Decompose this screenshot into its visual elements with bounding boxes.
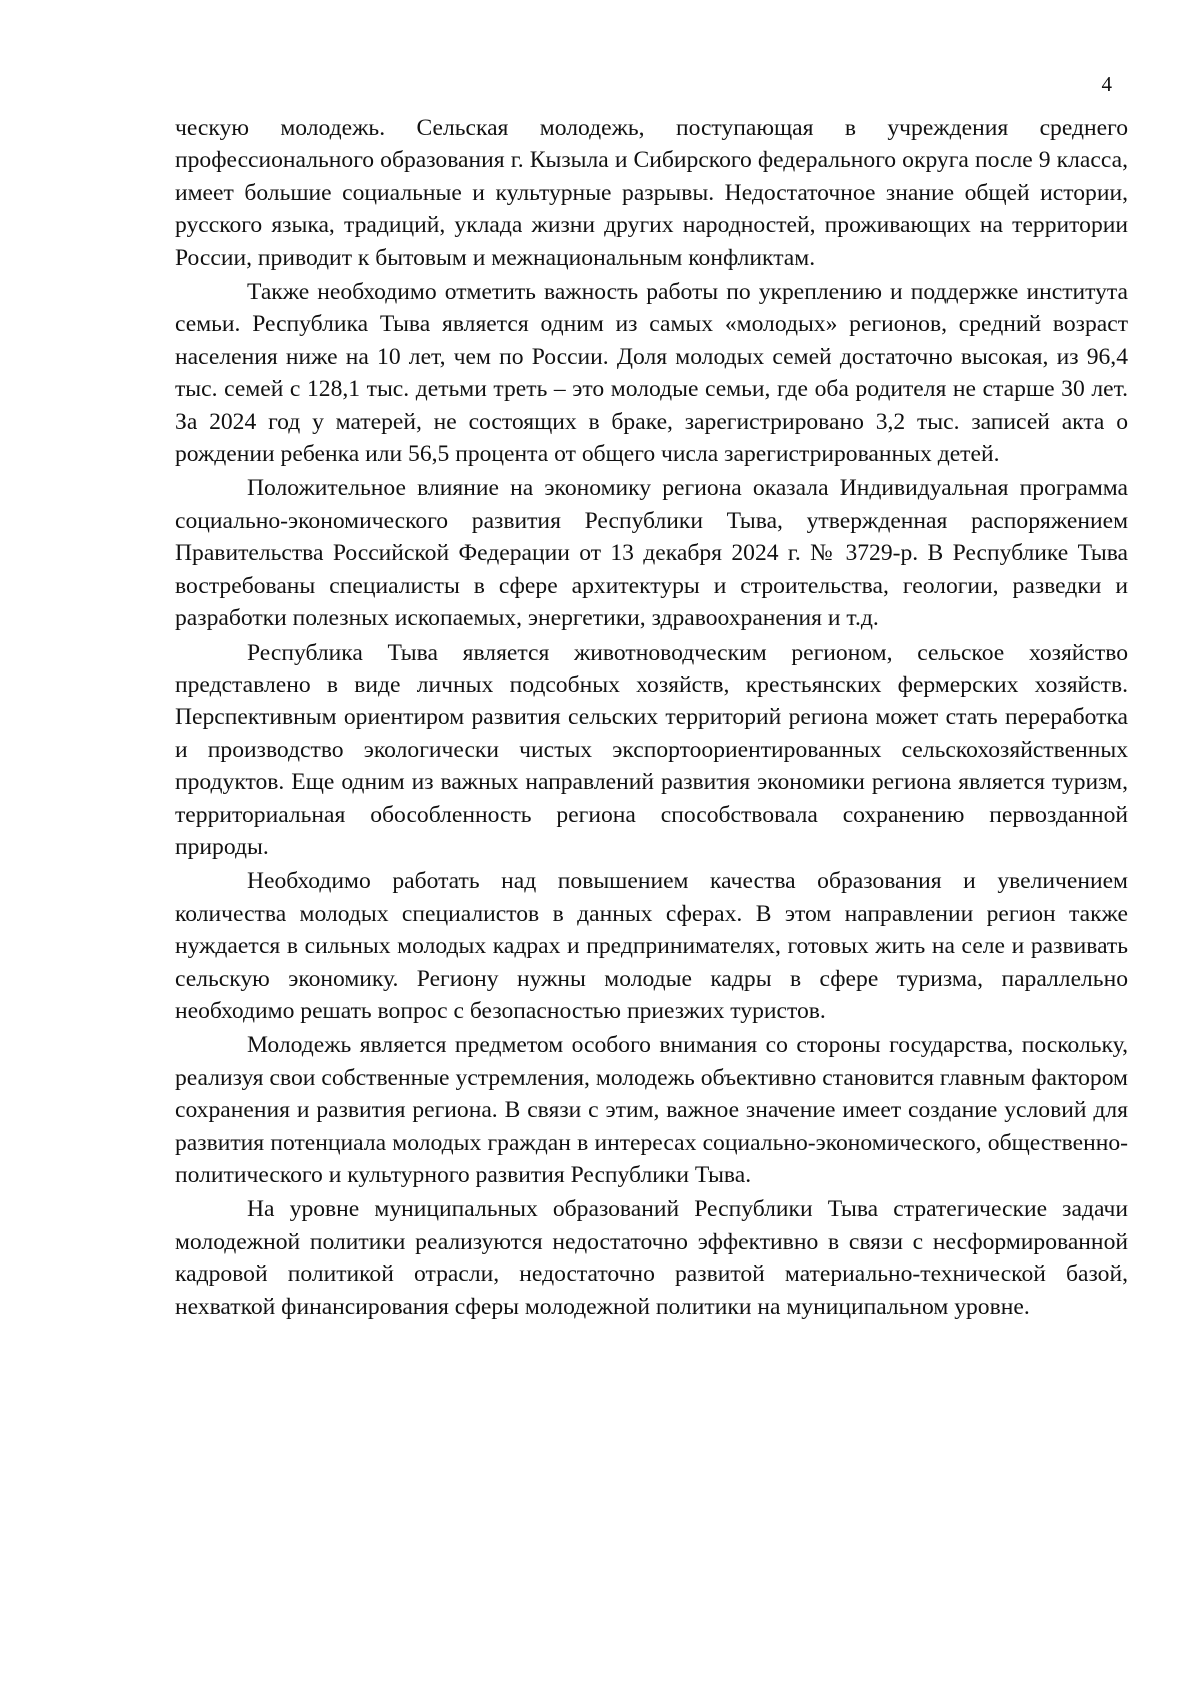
paragraph-6: Молодежь является предметом особого внимания со стороны государства, поскольку, реализуя свои собственные устремления, молодежь объективно становится главным фактором сохранения и развития региона. В связи с этим, важное значение имеет создание условий для развития потенциала молодых граждан в интересах социально-экономического, общественно-политического и культурного развития Республики Тыва. (175, 1032, 1128, 1188)
paragraph-4: Республика Тыва является животноводческим регионом, сельское хозяйство представлено в виде личных подсобных хозяйств, крестьянских фермерских хозяйств. Перспективным ориентиром развития сельских территорий региона может стать переработка и производство экологически чистых экспортоориентированных сельскохозяйственных продуктов. Еще одним из важных направлений развития экономики региона является туризм, территориальная обособленность региона способствовала сохранению первозданной природы. (175, 639, 1128, 860)
paragraph-5: Необходимо работать над повышением качества образования и увеличением количества молодых специалистов в данных сферах. В этом направлении регион также нуждается в сильных молодых кадрах и предпринимателях, готовых жить на селе и развивать сельскую экономику. Региону нужны молодые кадры в сфере туризма, параллельно необходимо решать вопрос с безопасностью приезжих туристов. (175, 868, 1128, 1024)
paragraph-2: Также необходимо отметить важность работы по укреплению и поддержке института семьи. Республика Тыва является одним из самых «молодых» регионов, средний возраст населения ниже на 10 лет, чем по России. Доля молодых семей достаточно высокая, из 96,4 тыс. семей с 128,1 тыс. детьми треть – это молодые семьи, где оба родителя не старше 30 лет. За 2024 год у матерей, не состоящих в браке, зарегистрировано 3,2 тыс. записей акта о рождении ребенка или 56,5 процента от общего числа зарегистрированных детей. (175, 279, 1128, 468)
document-body (175, 112, 1128, 1323)
paragraph-3: Положительное влияние на экономику региона оказала Индивидуальная программа социально-экономического развития Республики Тыва, утвержденная распоряжением Правительства Российской Федерации от 13 декабря 2024 г. № 3729-р. В Республике Тыва востребованы специалисты в сфере архитектуры и строительства, геологии, разведки и разработки полезных ископаемых, энергетики, здравоохранения и т.д. (175, 475, 1128, 632)
paragraph-1: ческую молодежь. Сельская молодежь, поступающая в учреждения среднего профессионального образования г. Кызыла и Сибирского федерального округа после 9 класса, имеет большие социальные и культурные разрывы. Недостаточное знание общей истории, русского языка, традиций, уклада жизни других народностей, проживающих на территории России, приводит к бытовым и межнациональным конфликтам. (175, 115, 1128, 271)
paragraph-7: На уровне муниципальных образований Республики Тыва стратегические задачи молодежной политики реализуются недостаточно эффективно в связи с несформированной кадровой политикой отрасли, недостаточно развитой материально-технической базой, нехваткой финансирования сферы молодежной политики на муниципальном уровне. (175, 1196, 1128, 1320)
page-number: 4 (1101, 72, 1112, 96)
